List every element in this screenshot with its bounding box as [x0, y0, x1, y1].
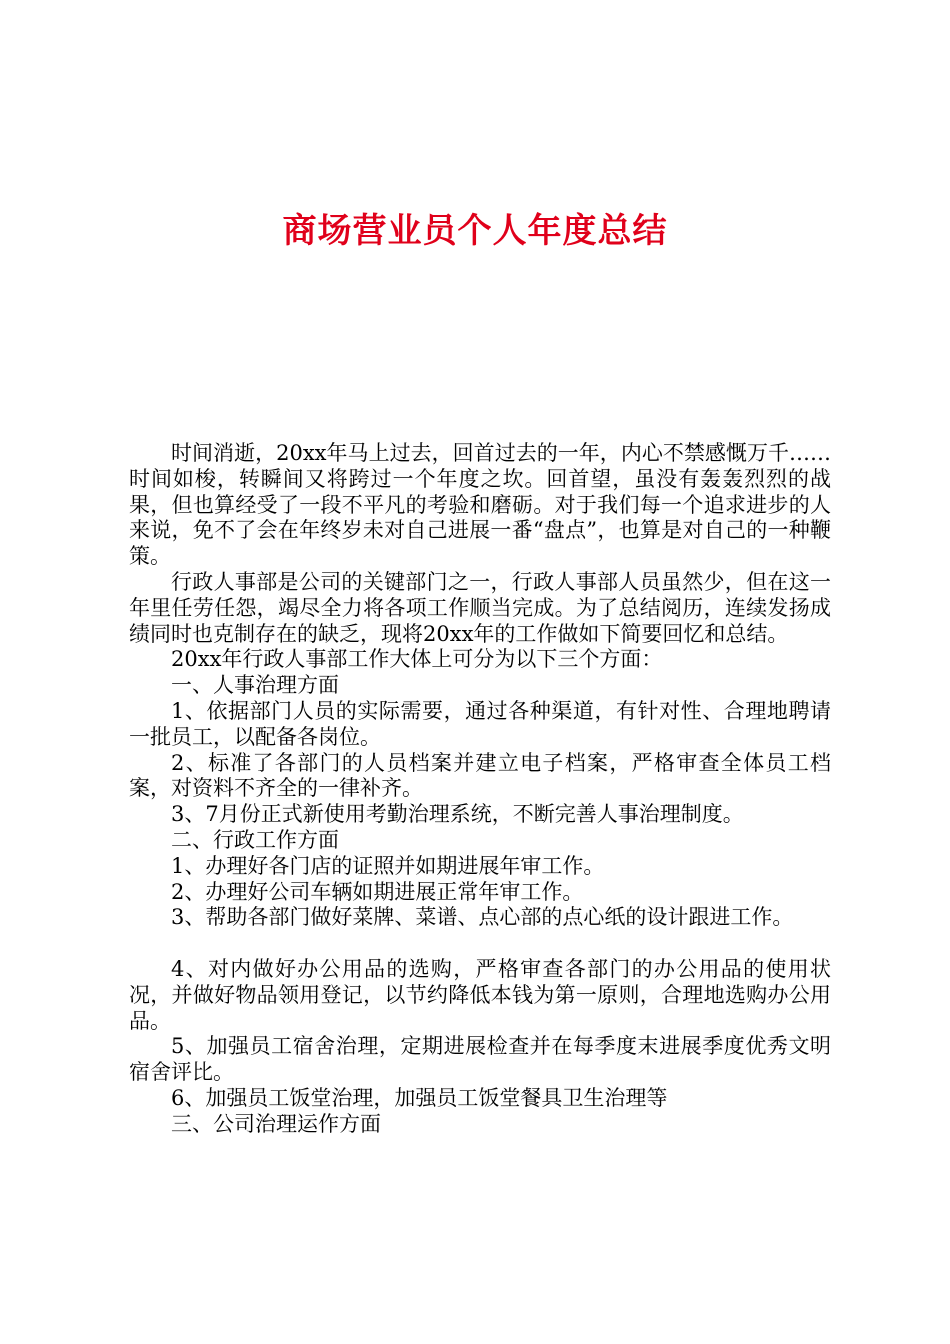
list-item: 2、标准了各部门的人员档案并建立电子档案，严格审查全体员工档案，对资料不齐全的一律补齐。 — [129, 750, 831, 801]
list-item: 6、加强员工饭堂治理，加强员工饭堂餐具卫生治理等 — [171, 1085, 668, 1110]
list-item: 3、7月份正式新使用考勤治理系统，不断完善人事治理制度。 — [171, 802, 744, 827]
paragraph-department: 行政人事部是公司的关键部门之一，行政人事部人员虽然少，但在这一年里任劳任怨，竭尽全力将各项工作顺当完成。为了总结阅历，连续发扬成绩同时也克制存在的缺乏，现将20xx年的工作做如下简要回忆和总结。 — [129, 569, 831, 646]
section-heading-personnel: 一、人事治理方面 — [171, 673, 339, 698]
list-item: 1、依据部门人员的实际需要，通过各种渠道，有针对性、合理地聘请一批员工，以配备各岗位。 — [129, 698, 831, 749]
section-heading-administration: 二、行政工作方面 — [171, 827, 339, 852]
paragraph-overview: 20xx年行政人事部工作大体上可分为以下三个方面： — [171, 647, 663, 672]
document-title: 商场营业员个人年度总结 — [282, 211, 668, 251]
section-heading-operations: 三、公司治理运作方面 — [171, 1111, 381, 1136]
list-item: 5、加强员工宿舍治理，定期进展检查并在每季度末进展季度优秀文明宿舍评比。 — [129, 1034, 831, 1085]
list-item: 2、办理好公司车辆如期进展正常年审工作。 — [171, 879, 584, 904]
paragraph-intro: 时间消逝，20xx年马上过去，回首过去的一年，内心不禁感慨万千……时间如梭，转瞬间又将跨过一个年度之坎。回首望，虽没有轰轰烈烈的战果，但也算经受了一段不平凡的考验和磨砺。对于我们每一个追求进步的人来说，免不了会在年终岁未对自己进展一番“盘点”，也算是对自己的一种鞭策。 — [129, 441, 831, 569]
document-body — [129, 441, 831, 1138]
list-item: 1、办理好各门店的证照并如期进展年审工作。 — [171, 853, 605, 878]
list-item: 3、帮助各部门做好菜牌、菜谱、点心部的点心纸的设计跟进工作。 — [171, 905, 794, 930]
list-item: 4、对内做好办公用品的选购，严格审查各部门的办公用品的使用状况，并做好物品领用登记，以节约降低本钱为第一原则，合理地选购办公用品。 — [129, 956, 831, 1033]
